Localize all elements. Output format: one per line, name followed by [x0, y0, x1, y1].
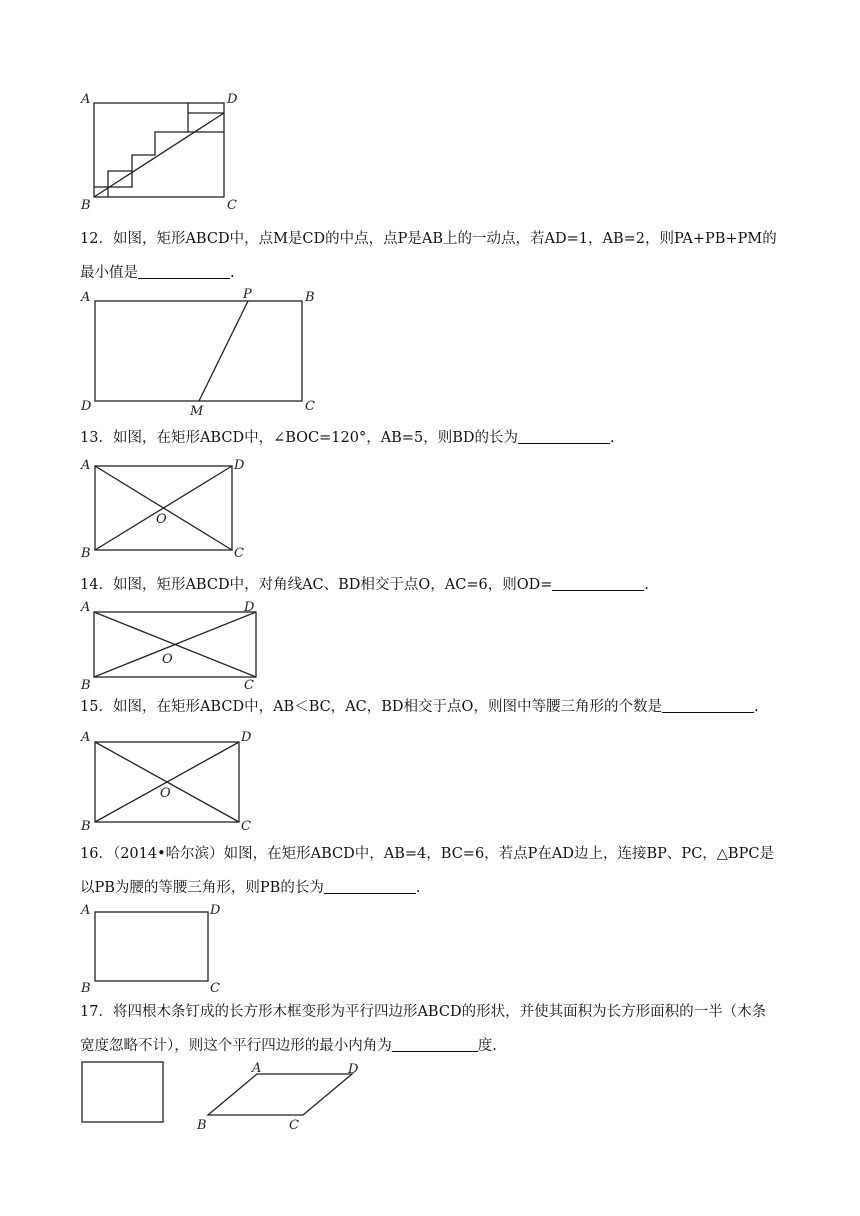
answer-blank[interactable]: [392, 1035, 478, 1052]
label-b: B: [197, 1118, 207, 1133]
question-text: 如图，矩形ABCD中，对角线AC、BD相交于点O，AC=6，则OD=: [112, 577, 553, 593]
label-b: B: [81, 981, 91, 996]
label-c: C: [227, 198, 237, 213]
label-d: D: [227, 92, 238, 107]
figure-q15: [78, 727, 268, 835]
figure-q13: [78, 457, 258, 563]
figure-q12: [78, 287, 328, 419]
question-16: [80, 837, 780, 905]
label-a: A: [81, 458, 91, 473]
label-c: C: [234, 546, 244, 561]
answer-blank[interactable]: [662, 696, 754, 713]
figure-q14: [78, 598, 268, 693]
figure-staircase-rectangle: [78, 88, 248, 212]
label-c: C: [241, 819, 251, 834]
answer-blank[interactable]: [324, 877, 416, 894]
label-o: O: [156, 512, 167, 527]
label-b: B: [305, 290, 315, 305]
question-number: 16．: [80, 846, 113, 862]
label-b: B: [81, 819, 91, 834]
label-b: B: [81, 198, 91, 213]
figure-q17-rectangle: [78, 1058, 168, 1128]
label-a: A: [81, 92, 91, 107]
label-o: O: [160, 786, 171, 801]
question-text: （2014•哈尔滨）如图，在矩形ABCD中，AB=4，BC=6，若点P在AD边上，连接BP、PC，△BPC是以PB为腰的等腰三角形，则PB的长为: [80, 846, 774, 896]
label-a: A: [81, 730, 91, 745]
label-c: C: [305, 399, 315, 414]
label-c: C: [244, 678, 254, 693]
label-c: C: [289, 1118, 299, 1133]
question-number: 13．: [80, 430, 113, 446]
question-end: .: [753, 699, 759, 715]
question-text: 如图，在矩形ABCD中，AB＜BC，AC，BD相交于点O，则图中等腰三角形的个数是: [112, 699, 662, 715]
diagonal-line: [94, 113, 224, 197]
label-d: D: [244, 600, 255, 615]
answer-blank[interactable]: [518, 427, 610, 444]
label-a: A: [81, 600, 91, 615]
label-d: D: [234, 458, 245, 473]
rectangle-abcd: [95, 912, 208, 981]
question-end: 度.: [477, 1038, 497, 1054]
label-o: O: [162, 652, 173, 667]
segment-pm: [199, 301, 248, 401]
label-p: P: [243, 287, 252, 302]
parallelogram-abcd: [208, 1074, 352, 1115]
question-17: [80, 995, 780, 1063]
label-a: A: [81, 290, 91, 305]
question-text: 将四根木条钉成的长方形木框变形为平行四边形ABCD的形状，并使其面积为长方形面积的一半（木条宽度忽略不计），则这个平行四边形的最小内角为: [80, 1004, 767, 1054]
question-number: 12．: [80, 231, 113, 247]
question-end: .: [415, 880, 421, 896]
label-a: A: [252, 1061, 262, 1076]
staircase: [108, 103, 188, 197]
label-m: M: [190, 404, 204, 419]
wooden-frame-rectangle: [82, 1062, 163, 1122]
label-d: D: [81, 399, 92, 414]
question-number: 14．: [80, 577, 113, 593]
figure-q17-parallelogram: [190, 1060, 370, 1132]
question-end: .: [644, 577, 650, 593]
label-a: A: [81, 903, 91, 918]
question-end: .: [230, 265, 235, 281]
question-end: .: [609, 430, 615, 446]
question-text: 如图，在矩形ABCD中，∠BOC=120°，AB=5，则BD的长为: [112, 430, 518, 446]
question-14: [80, 568, 780, 602]
label-b: B: [81, 546, 91, 561]
question-13: [80, 421, 780, 455]
label-c: C: [210, 981, 220, 996]
question-15: [80, 690, 780, 724]
answer-blank[interactable]: [552, 574, 644, 591]
staircase-inner: [108, 171, 132, 187]
question-number: 17．: [80, 1004, 113, 1020]
label-d: D: [210, 903, 221, 918]
rectangle-abcd: [95, 301, 302, 401]
label-b: B: [81, 678, 91, 693]
rectangle-abcd: [94, 103, 224, 197]
label-d: D: [348, 1062, 359, 1077]
question-text: 如图，矩形ABCD中，点M是CD的中点，点P是AB上的一动点，若AD=1，AB=2，则PA+PB+PM的最小值是: [80, 231, 777, 281]
label-d: D: [241, 730, 252, 745]
answer-blank[interactable]: [138, 262, 230, 279]
figure-q16: [78, 902, 238, 994]
question-12: [80, 222, 780, 290]
question-number: 15．: [80, 699, 113, 715]
